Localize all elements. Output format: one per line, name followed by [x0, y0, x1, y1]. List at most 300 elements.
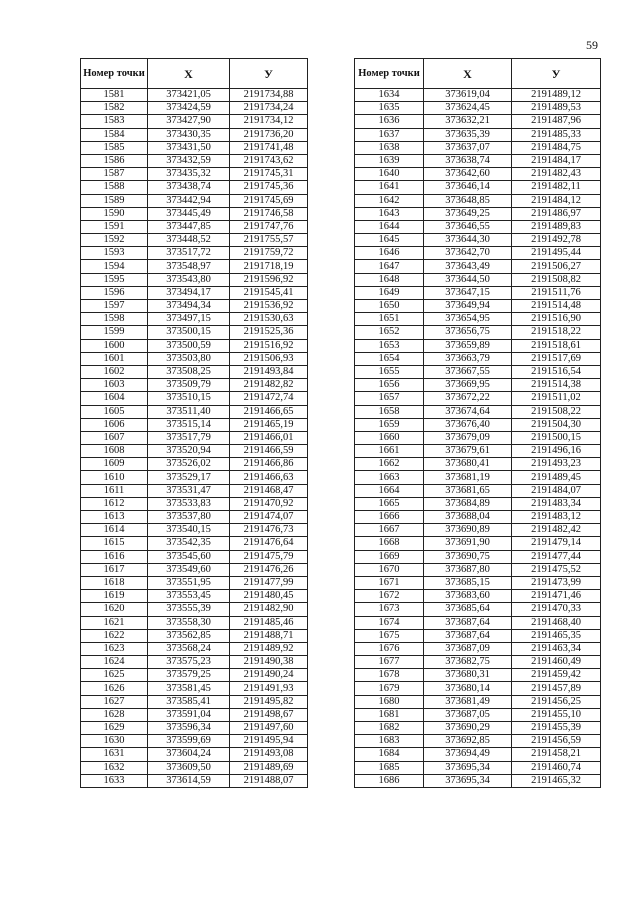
point-number-cell: 1668 — [355, 537, 424, 550]
point-number-cell: 1679 — [355, 682, 424, 695]
x-coordinate-cell: 373596,34 — [148, 722, 230, 735]
point-number-cell: 1625 — [81, 669, 148, 682]
x-coordinate-cell: 373533,83 — [148, 497, 230, 510]
table-row — [355, 722, 601, 735]
point-number-cell: 1651 — [355, 313, 424, 326]
point-number-cell: 1585 — [81, 141, 148, 154]
point-number-cell: 1683 — [355, 735, 424, 748]
x-coordinate-cell: 373510,15 — [148, 392, 230, 405]
table-row — [355, 286, 601, 299]
point-number-cell: 1648 — [355, 273, 424, 286]
point-number-cell: 1652 — [355, 326, 424, 339]
table-row — [355, 273, 601, 286]
point-number-cell: 1638 — [355, 141, 424, 154]
point-number-cell: 1627 — [81, 695, 148, 708]
y-coordinate-cell: 2191506,27 — [512, 260, 601, 273]
point-number-cell: 1655 — [355, 365, 424, 378]
point-number-cell: 1598 — [81, 313, 148, 326]
point-number-cell: 1637 — [355, 128, 424, 141]
table-row — [355, 656, 601, 669]
x-coordinate-cell: 373642,60 — [424, 168, 512, 181]
table-row — [81, 695, 308, 708]
table-row — [355, 234, 601, 247]
point-number-cell: 1661 — [355, 445, 424, 458]
y-coordinate-cell: 2191466,65 — [230, 405, 308, 418]
y-coordinate-cell: 2191476,26 — [230, 563, 308, 576]
y-coordinate-cell: 2191457,89 — [512, 682, 601, 695]
point-number-cell: 1647 — [355, 260, 424, 273]
x-coordinate-cell: 373647,15 — [424, 286, 512, 299]
table-row — [81, 524, 308, 537]
table-row — [355, 247, 601, 260]
x-coordinate-cell: 373687,05 — [424, 708, 512, 721]
y-coordinate-cell: 2191476,64 — [230, 537, 308, 550]
y-coordinate-cell: 2191470,33 — [512, 603, 601, 616]
y-coordinate-cell: 2191516,54 — [512, 365, 601, 378]
x-coordinate-cell: 373687,64 — [424, 616, 512, 629]
x-coordinate-cell: 373515,14 — [148, 418, 230, 431]
y-coordinate-cell: 2191736,20 — [230, 128, 308, 141]
x-coordinate-cell: 373447,85 — [148, 220, 230, 233]
table-row — [355, 300, 601, 313]
point-number-cell: 1660 — [355, 431, 424, 444]
point-number-cell: 1669 — [355, 550, 424, 563]
y-coordinate-cell: 2191482,90 — [230, 603, 308, 616]
table-row — [355, 220, 601, 233]
x-coordinate-cell: 373683,60 — [424, 590, 512, 603]
table-row — [81, 616, 308, 629]
table-row — [81, 247, 308, 260]
y-coordinate-cell: 2191506,93 — [230, 352, 308, 365]
y-coordinate-cell: 2191463,34 — [512, 642, 601, 655]
x-coordinate-cell: 373654,95 — [424, 313, 512, 326]
x-coordinate-cell: 373679,61 — [424, 445, 512, 458]
y-coordinate-cell: 2191508,82 — [512, 273, 601, 286]
point-number-cell: 1646 — [355, 247, 424, 260]
table-row — [355, 735, 601, 748]
point-number-cell: 1674 — [355, 616, 424, 629]
x-coordinate-cell: 373676,40 — [424, 418, 512, 431]
header-y: У — [512, 59, 601, 89]
x-coordinate-cell: 373579,25 — [148, 669, 230, 682]
table-row — [81, 497, 308, 510]
table-row — [81, 168, 308, 181]
x-coordinate-cell: 373624,45 — [424, 102, 512, 115]
point-number-cell: 1665 — [355, 497, 424, 510]
y-coordinate-cell: 2191483,12 — [512, 511, 601, 524]
table-row — [81, 379, 308, 392]
y-coordinate-cell: 2191479,14 — [512, 537, 601, 550]
y-coordinate-cell: 2191498,67 — [230, 708, 308, 721]
y-coordinate-cell: 2191485,46 — [230, 616, 308, 629]
table-row — [81, 352, 308, 365]
y-coordinate-cell: 2191496,16 — [512, 445, 601, 458]
x-coordinate-cell: 373687,64 — [424, 629, 512, 642]
table-row — [355, 431, 601, 444]
table-row — [355, 616, 601, 629]
table-row — [81, 511, 308, 524]
x-coordinate-cell: 373646,14 — [424, 181, 512, 194]
table-row — [355, 194, 601, 207]
x-coordinate-cell: 373680,41 — [424, 458, 512, 471]
y-coordinate-cell: 2191489,69 — [230, 761, 308, 774]
y-coordinate-cell: 2191508,22 — [512, 405, 601, 418]
x-coordinate-cell: 373685,15 — [424, 576, 512, 589]
y-coordinate-cell: 2191497,60 — [230, 722, 308, 735]
point-number-cell: 1615 — [81, 537, 148, 550]
table-row — [81, 273, 308, 286]
y-coordinate-cell: 2191734,24 — [230, 102, 308, 115]
table-row — [81, 141, 308, 154]
y-coordinate-cell: 2191465,19 — [230, 418, 308, 431]
x-coordinate-cell: 373672,22 — [424, 392, 512, 405]
point-number-cell: 1592 — [81, 234, 148, 247]
x-coordinate-cell: 373497,15 — [148, 313, 230, 326]
y-coordinate-cell: 2191455,39 — [512, 722, 601, 735]
point-number-cell: 1643 — [355, 207, 424, 220]
table-row — [81, 682, 308, 695]
table-row — [81, 708, 308, 721]
x-coordinate-cell: 373430,35 — [148, 128, 230, 141]
y-coordinate-cell: 2191475,79 — [230, 550, 308, 563]
table-row — [81, 656, 308, 669]
x-coordinate-cell: 373642,70 — [424, 247, 512, 260]
table-row — [81, 537, 308, 550]
table-row — [355, 260, 601, 273]
y-coordinate-cell: 2191759,72 — [230, 247, 308, 260]
x-coordinate-cell: 373692,85 — [424, 735, 512, 748]
table-row — [81, 774, 308, 787]
x-coordinate-cell: 373551,95 — [148, 576, 230, 589]
x-coordinate-cell: 373435,32 — [148, 168, 230, 181]
y-coordinate-cell: 2191483,34 — [512, 497, 601, 510]
x-coordinate-cell: 373517,79 — [148, 431, 230, 444]
point-number-cell: 1632 — [81, 761, 148, 774]
table-row — [81, 89, 308, 102]
table-row — [81, 405, 308, 418]
x-coordinate-cell: 373537,80 — [148, 511, 230, 524]
x-coordinate-cell: 373690,29 — [424, 722, 512, 735]
table-row — [355, 748, 601, 761]
y-coordinate-cell: 2191489,83 — [512, 220, 601, 233]
y-coordinate-cell: 2191474,07 — [230, 511, 308, 524]
table-row — [81, 234, 308, 247]
x-coordinate-cell: 373432,59 — [148, 154, 230, 167]
point-number-cell: 1613 — [81, 511, 148, 524]
x-coordinate-cell: 373663,79 — [424, 352, 512, 365]
x-coordinate-cell: 373638,74 — [424, 154, 512, 167]
y-coordinate-cell: 2191459,42 — [512, 669, 601, 682]
y-coordinate-cell: 2191489,53 — [512, 102, 601, 115]
y-coordinate-cell: 2191718,19 — [230, 260, 308, 273]
x-coordinate-cell: 373494,34 — [148, 300, 230, 313]
y-coordinate-cell: 2191545,41 — [230, 286, 308, 299]
x-coordinate-cell: 373680,14 — [424, 682, 512, 695]
point-number-cell: 1684 — [355, 748, 424, 761]
y-coordinate-cell: 2191466,01 — [230, 431, 308, 444]
point-number-cell: 1618 — [81, 576, 148, 589]
table-row — [355, 537, 601, 550]
y-coordinate-cell: 2191470,92 — [230, 497, 308, 510]
y-coordinate-cell: 2191489,45 — [512, 471, 601, 484]
y-coordinate-cell: 2191514,38 — [512, 379, 601, 392]
point-number-cell: 1626 — [81, 682, 148, 695]
x-coordinate-cell: 373421,05 — [148, 89, 230, 102]
x-coordinate-cell: 373656,75 — [424, 326, 512, 339]
point-number-cell: 1586 — [81, 154, 148, 167]
x-coordinate-cell: 373691,90 — [424, 537, 512, 550]
x-coordinate-cell: 373424,59 — [148, 102, 230, 115]
point-number-cell: 1644 — [355, 220, 424, 233]
point-number-cell: 1609 — [81, 458, 148, 471]
y-coordinate-cell: 2191516,90 — [512, 313, 601, 326]
y-coordinate-cell: 2191511,76 — [512, 286, 601, 299]
y-coordinate-cell: 2191491,93 — [230, 682, 308, 695]
y-coordinate-cell: 2191514,48 — [512, 300, 601, 313]
y-coordinate-cell: 2191487,96 — [512, 115, 601, 128]
table-row — [81, 115, 308, 128]
y-coordinate-cell: 2191485,33 — [512, 128, 601, 141]
point-number-cell: 1682 — [355, 722, 424, 735]
header-point-number: Номер точки — [81, 59, 148, 89]
header-x: X — [148, 59, 230, 89]
point-number-cell: 1622 — [81, 629, 148, 642]
x-coordinate-cell: 373431,50 — [148, 141, 230, 154]
y-coordinate-cell: 2191745,69 — [230, 194, 308, 207]
point-number-cell: 1605 — [81, 405, 148, 418]
point-number-cell: 1591 — [81, 220, 148, 233]
x-coordinate-cell: 373635,39 — [424, 128, 512, 141]
y-coordinate-cell: 2191484,12 — [512, 194, 601, 207]
x-coordinate-cell: 373520,94 — [148, 445, 230, 458]
point-number-cell: 1650 — [355, 300, 424, 313]
table-row — [355, 524, 601, 537]
table-row — [81, 194, 308, 207]
point-number-cell: 1675 — [355, 629, 424, 642]
table-row — [355, 89, 601, 102]
table-row — [81, 722, 308, 735]
x-coordinate-cell: 373494,17 — [148, 286, 230, 299]
point-number-cell: 1649 — [355, 286, 424, 299]
table-row — [355, 326, 601, 339]
point-number-cell: 1594 — [81, 260, 148, 273]
x-coordinate-cell: 373511,40 — [148, 405, 230, 418]
point-number-cell: 1677 — [355, 656, 424, 669]
y-coordinate-cell: 2191495,44 — [512, 247, 601, 260]
y-coordinate-cell: 2191468,40 — [512, 616, 601, 629]
y-coordinate-cell: 2191465,32 — [512, 774, 601, 787]
x-coordinate-cell: 373562,85 — [148, 629, 230, 642]
point-number-cell: 1623 — [81, 642, 148, 655]
point-number-cell: 1666 — [355, 511, 424, 524]
table-row — [355, 774, 601, 787]
x-coordinate-cell: 373679,09 — [424, 431, 512, 444]
point-number-cell: 1608 — [81, 445, 148, 458]
x-coordinate-cell: 373681,65 — [424, 484, 512, 497]
point-number-cell: 1620 — [81, 603, 148, 616]
table-row — [355, 471, 601, 484]
point-number-cell: 1656 — [355, 379, 424, 392]
y-coordinate-cell: 2191518,61 — [512, 339, 601, 352]
y-coordinate-cell: 2191747,76 — [230, 220, 308, 233]
x-coordinate-cell: 373581,45 — [148, 682, 230, 695]
x-coordinate-cell: 373637,07 — [424, 141, 512, 154]
x-coordinate-cell: 373575,23 — [148, 656, 230, 669]
table-row — [81, 207, 308, 220]
point-number-cell: 1619 — [81, 590, 148, 603]
table-row — [355, 102, 601, 115]
point-number-cell: 1639 — [355, 154, 424, 167]
point-number-cell: 1601 — [81, 352, 148, 365]
point-number-cell: 1624 — [81, 656, 148, 669]
x-coordinate-cell: 373604,24 — [148, 748, 230, 761]
x-coordinate-cell: 373690,89 — [424, 524, 512, 537]
y-coordinate-cell: 2191488,07 — [230, 774, 308, 787]
point-number-cell: 1654 — [355, 352, 424, 365]
table-row — [81, 154, 308, 167]
x-coordinate-cell: 373542,35 — [148, 537, 230, 550]
table-row — [355, 168, 601, 181]
table-header-row — [81, 59, 308, 89]
point-number-cell: 1629 — [81, 722, 148, 735]
x-coordinate-cell: 373680,31 — [424, 669, 512, 682]
header-point-number: Номер точки — [355, 59, 424, 89]
table-row — [355, 115, 601, 128]
table-row — [355, 365, 601, 378]
point-number-cell: 1597 — [81, 300, 148, 313]
table-row — [81, 326, 308, 339]
header-x: X — [424, 59, 512, 89]
point-number-cell: 1641 — [355, 181, 424, 194]
x-coordinate-cell: 373553,45 — [148, 590, 230, 603]
y-coordinate-cell: 2191518,22 — [512, 326, 601, 339]
table-row — [355, 181, 601, 194]
y-coordinate-cell: 2191489,12 — [512, 89, 601, 102]
point-number-cell: 1645 — [355, 234, 424, 247]
x-coordinate-cell: 373508,25 — [148, 365, 230, 378]
table-row — [81, 220, 308, 233]
x-coordinate-cell: 373649,25 — [424, 207, 512, 220]
y-coordinate-cell: 2191482,42 — [512, 524, 601, 537]
point-number-cell: 1642 — [355, 194, 424, 207]
table-row — [355, 128, 601, 141]
x-coordinate-cell: 373558,30 — [148, 616, 230, 629]
point-number-cell: 1628 — [81, 708, 148, 721]
point-number-cell: 1587 — [81, 168, 148, 181]
table-row — [81, 286, 308, 299]
table-row — [355, 629, 601, 642]
table-row — [81, 590, 308, 603]
point-number-cell: 1604 — [81, 392, 148, 405]
table-row — [355, 352, 601, 365]
y-coordinate-cell: 2191468,47 — [230, 484, 308, 497]
point-number-cell: 1606 — [81, 418, 148, 431]
table-row — [81, 603, 308, 616]
point-number-cell: 1590 — [81, 207, 148, 220]
x-coordinate-cell: 373531,47 — [148, 484, 230, 497]
point-number-cell: 1607 — [81, 431, 148, 444]
point-number-cell: 1663 — [355, 471, 424, 484]
x-coordinate-cell: 373643,49 — [424, 260, 512, 273]
x-coordinate-cell: 373543,80 — [148, 273, 230, 286]
point-number-cell: 1599 — [81, 326, 148, 339]
y-coordinate-cell: 2191734,12 — [230, 115, 308, 128]
point-number-cell: 1676 — [355, 642, 424, 655]
table-row — [355, 550, 601, 563]
y-coordinate-cell: 2191745,31 — [230, 168, 308, 181]
x-coordinate-cell: 373685,64 — [424, 603, 512, 616]
table-row — [81, 128, 308, 141]
table-row — [355, 141, 601, 154]
table-row — [355, 708, 601, 721]
y-coordinate-cell: 2191482,11 — [512, 181, 601, 194]
y-coordinate-cell: 2191495,94 — [230, 735, 308, 748]
point-number-cell: 1617 — [81, 563, 148, 576]
x-coordinate-cell: 373684,89 — [424, 497, 512, 510]
table-row — [81, 102, 308, 115]
x-coordinate-cell: 373548,97 — [148, 260, 230, 273]
y-coordinate-cell: 2191492,78 — [512, 234, 601, 247]
x-coordinate-cell: 373427,90 — [148, 115, 230, 128]
y-coordinate-cell: 2191500,15 — [512, 431, 601, 444]
x-coordinate-cell: 373509,79 — [148, 379, 230, 392]
point-number-cell: 1588 — [81, 181, 148, 194]
y-coordinate-cell: 2191456,59 — [512, 735, 601, 748]
x-coordinate-cell: 373681,19 — [424, 471, 512, 484]
table-row — [81, 339, 308, 352]
table-row — [355, 603, 601, 616]
table-row — [355, 418, 601, 431]
y-coordinate-cell: 2191477,44 — [512, 550, 601, 563]
x-coordinate-cell: 373646,55 — [424, 220, 512, 233]
table-row — [81, 550, 308, 563]
y-coordinate-cell: 2191530,63 — [230, 313, 308, 326]
table-row — [355, 445, 601, 458]
y-coordinate-cell: 2191734,88 — [230, 89, 308, 102]
x-coordinate-cell: 373540,15 — [148, 524, 230, 537]
y-coordinate-cell: 2191488,71 — [230, 629, 308, 642]
table-row — [355, 576, 601, 589]
table-row — [355, 339, 601, 352]
table-row — [355, 405, 601, 418]
table-row — [355, 392, 601, 405]
y-coordinate-cell: 2191477,99 — [230, 576, 308, 589]
y-coordinate-cell: 2191493,08 — [230, 748, 308, 761]
table-row — [81, 629, 308, 642]
x-coordinate-cell: 373517,72 — [148, 247, 230, 260]
y-coordinate-cell: 2191504,30 — [512, 418, 601, 431]
y-coordinate-cell: 2191741,48 — [230, 141, 308, 154]
y-coordinate-cell: 2191475,52 — [512, 563, 601, 576]
point-number-cell: 1633 — [81, 774, 148, 787]
point-number-cell: 1595 — [81, 273, 148, 286]
x-coordinate-cell: 373529,17 — [148, 471, 230, 484]
table-row — [81, 458, 308, 471]
table-row — [81, 181, 308, 194]
point-number-cell: 1657 — [355, 392, 424, 405]
point-number-cell: 1686 — [355, 774, 424, 787]
point-number-cell: 1635 — [355, 102, 424, 115]
y-coordinate-cell: 2191493,23 — [512, 458, 601, 471]
y-coordinate-cell: 2191745,36 — [230, 181, 308, 194]
y-coordinate-cell: 2191746,58 — [230, 207, 308, 220]
point-number-cell: 1670 — [355, 563, 424, 576]
point-number-cell: 1603 — [81, 379, 148, 392]
y-coordinate-cell: 2191458,21 — [512, 748, 601, 761]
point-number-cell: 1673 — [355, 603, 424, 616]
point-number-cell: 1672 — [355, 590, 424, 603]
x-coordinate-cell: 373500,59 — [148, 339, 230, 352]
